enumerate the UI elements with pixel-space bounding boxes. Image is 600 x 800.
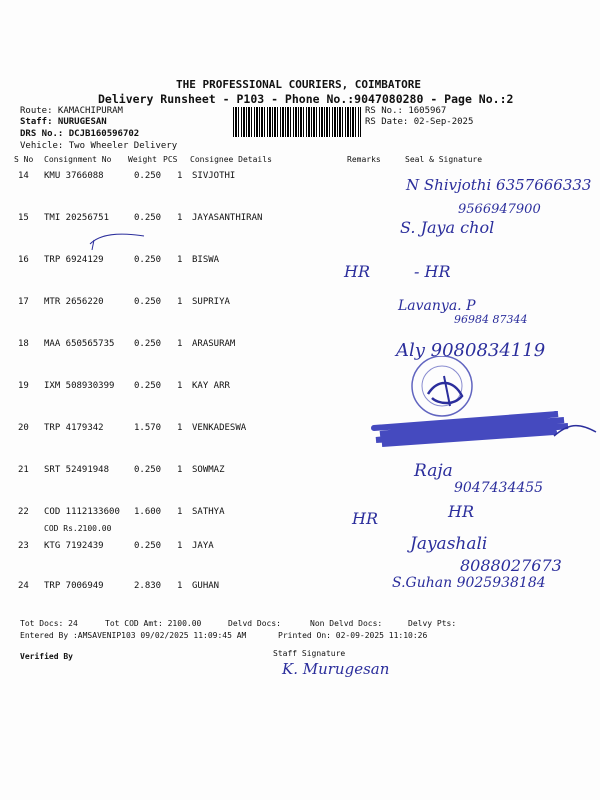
col-weight: Weight — [128, 155, 157, 164]
row-sno: 24 — [18, 581, 29, 591]
row-weight: 1.570 — [134, 423, 162, 433]
staff-label: Staff: NURUGESAN — [20, 117, 107, 127]
handwritten-signature: Lavanya. P — [398, 298, 476, 314]
handwritten-phone: 8088027673 — [460, 556, 562, 575]
row-sno: 18 — [18, 339, 29, 349]
pen-scribble — [88, 230, 148, 250]
row-sno: 23 — [18, 541, 29, 551]
delivered-docs: Delvd Docs: — [228, 619, 281, 628]
row-consignee: ARASURAM — [192, 339, 236, 349]
row-pcs: 1 — [177, 507, 183, 517]
handwritten-signature: Jayashali — [410, 534, 488, 554]
handwritten-signature: HR — [448, 502, 474, 521]
row-sno: 21 — [18, 465, 29, 475]
row-consignee: SIVJOTHI — [192, 171, 236, 181]
col-remarks: Remarks — [347, 155, 381, 164]
total-docs: Tot Docs: 24 — [20, 619, 78, 628]
row-consignee: SOWMAZ — [192, 465, 225, 475]
verified-by: Verified By — [20, 652, 73, 661]
row-pcs: 1 — [177, 465, 183, 475]
row-consignment: KTG 7192439 — [44, 541, 104, 551]
row-consignment: MAA 650565735 — [44, 339, 115, 349]
row-consignment: COD 1112133600 — [44, 507, 120, 517]
row-weight: 0.250 — [134, 381, 162, 391]
row-pcs: 1 — [177, 541, 183, 551]
barcode — [233, 107, 361, 137]
cod-note: COD Rs.2100.00 — [44, 524, 112, 533]
handwritten-signature: N Shivjothi 6357666333 — [406, 176, 592, 194]
row-sno: 15 — [18, 213, 29, 223]
handwritten-remark: HR — [344, 262, 370, 281]
handwritten-signature: S. Jaya chol — [400, 218, 495, 237]
rs-number: RS No.: 1605967 — [365, 106, 447, 116]
row-pcs: 1 — [177, 171, 183, 181]
row-pcs: 1 — [177, 297, 183, 307]
row-consignment: TRP 7006949 — [44, 581, 104, 591]
total-cod-amount: Tot COD Amt: 2100.00 — [105, 619, 202, 628]
delivery-points: Delvy Pts: — [408, 619, 457, 628]
staff-signature: K. Murugesan — [282, 660, 390, 678]
col-sno: S No — [14, 155, 34, 164]
row-pcs: 1 — [177, 255, 183, 265]
row-consignment: TMI 20256751 — [44, 213, 110, 223]
rs-date: RS Date: 02-Sep-2025 — [365, 117, 474, 127]
scribble-redaction — [368, 402, 600, 450]
row-consignee: VENKADESWA — [192, 423, 247, 433]
row-pcs: 1 — [177, 213, 183, 223]
row-pcs: 1 — [177, 381, 183, 391]
row-sno: 19 — [18, 381, 29, 391]
row-weight: 2.830 — [134, 581, 162, 591]
row-consignment: IXM 508930399 — [44, 381, 115, 391]
row-pcs: 1 — [177, 581, 183, 591]
row-weight: 0.250 — [134, 297, 162, 307]
non-delivered-docs: Non Delvd Docs: — [310, 619, 383, 628]
handwritten-phone: 9047434455 — [454, 480, 544, 496]
handwritten-phone: 9566947900 — [458, 202, 541, 217]
row-weight: 0.250 — [134, 171, 162, 181]
row-sno: 20 — [18, 423, 29, 433]
handwritten-signature: Aly 9080834119 — [396, 340, 546, 361]
company-name: THE PROFESSIONAL COURIERS, COIMBATORE — [176, 78, 422, 91]
row-weight: 1.600 — [134, 507, 162, 517]
row-consignee: SUPRIYA — [192, 297, 230, 307]
drs-number: DRS No.: DCJB160596702 — [20, 129, 140, 139]
handwritten-phone: 96984 87344 — [454, 313, 528, 326]
col-consignee: Consignee Details — [190, 155, 272, 164]
handwritten-signature: - HR — [414, 262, 451, 281]
row-sno: 22 — [18, 507, 29, 517]
handwritten-signature: S.Guhan 9025938184 — [392, 575, 546, 591]
row-pcs: 1 — [177, 423, 183, 433]
row-weight: 0.250 — [134, 213, 162, 223]
row-consignment: MTR 2656220 — [44, 297, 104, 307]
row-weight: 0.250 — [134, 255, 162, 265]
row-weight: 0.250 — [134, 541, 162, 551]
handwritten-signature: Raja — [414, 461, 453, 481]
entered-by: Entered By :AMSAVENIP103 09/02/2025 11:09:45 AM — [20, 631, 247, 640]
handwritten-remark: HR — [352, 509, 378, 528]
col-pcs: PCS — [163, 155, 178, 164]
row-sno: 17 — [18, 297, 29, 307]
row-weight: 0.250 — [134, 465, 162, 475]
row-consignment: SRT 52491948 — [44, 465, 110, 475]
vehicle-label: Vehicle: Two Wheeler Delivery — [20, 141, 178, 151]
runsheet-title: Delivery Runsheet - P103 - Phone No.:9047080280 - Page No.:2 — [98, 92, 514, 106]
row-consignment: TRP 4179342 — [44, 423, 104, 433]
row-sno: 14 — [18, 171, 29, 181]
row-consignee: KAY ARR — [192, 381, 230, 391]
row-consignee: SATHYA — [192, 507, 225, 517]
col-consignment: Consignment No — [44, 155, 112, 164]
row-consignee: JAYA — [192, 541, 214, 551]
row-pcs: 1 — [177, 339, 183, 349]
row-consignee: JAYASANTHIRAN — [192, 213, 263, 223]
row-sno: 16 — [18, 255, 29, 265]
row-consignment: TRP 6924129 — [44, 255, 104, 265]
col-seal-signature: Seal & Signature — [405, 155, 483, 164]
route-label: Route: KAMACHIPURAM — [20, 106, 123, 116]
row-consignee: GUHAN — [192, 581, 220, 591]
row-consignee: BISWA — [192, 255, 220, 265]
printed-on: Printed On: 02-09-2025 11:10:26 — [278, 631, 428, 640]
row-weight: 0.250 — [134, 339, 162, 349]
staff-signature-label: Staff Signature — [273, 649, 346, 658]
row-consignment: KMU 3766088 — [44, 171, 104, 181]
